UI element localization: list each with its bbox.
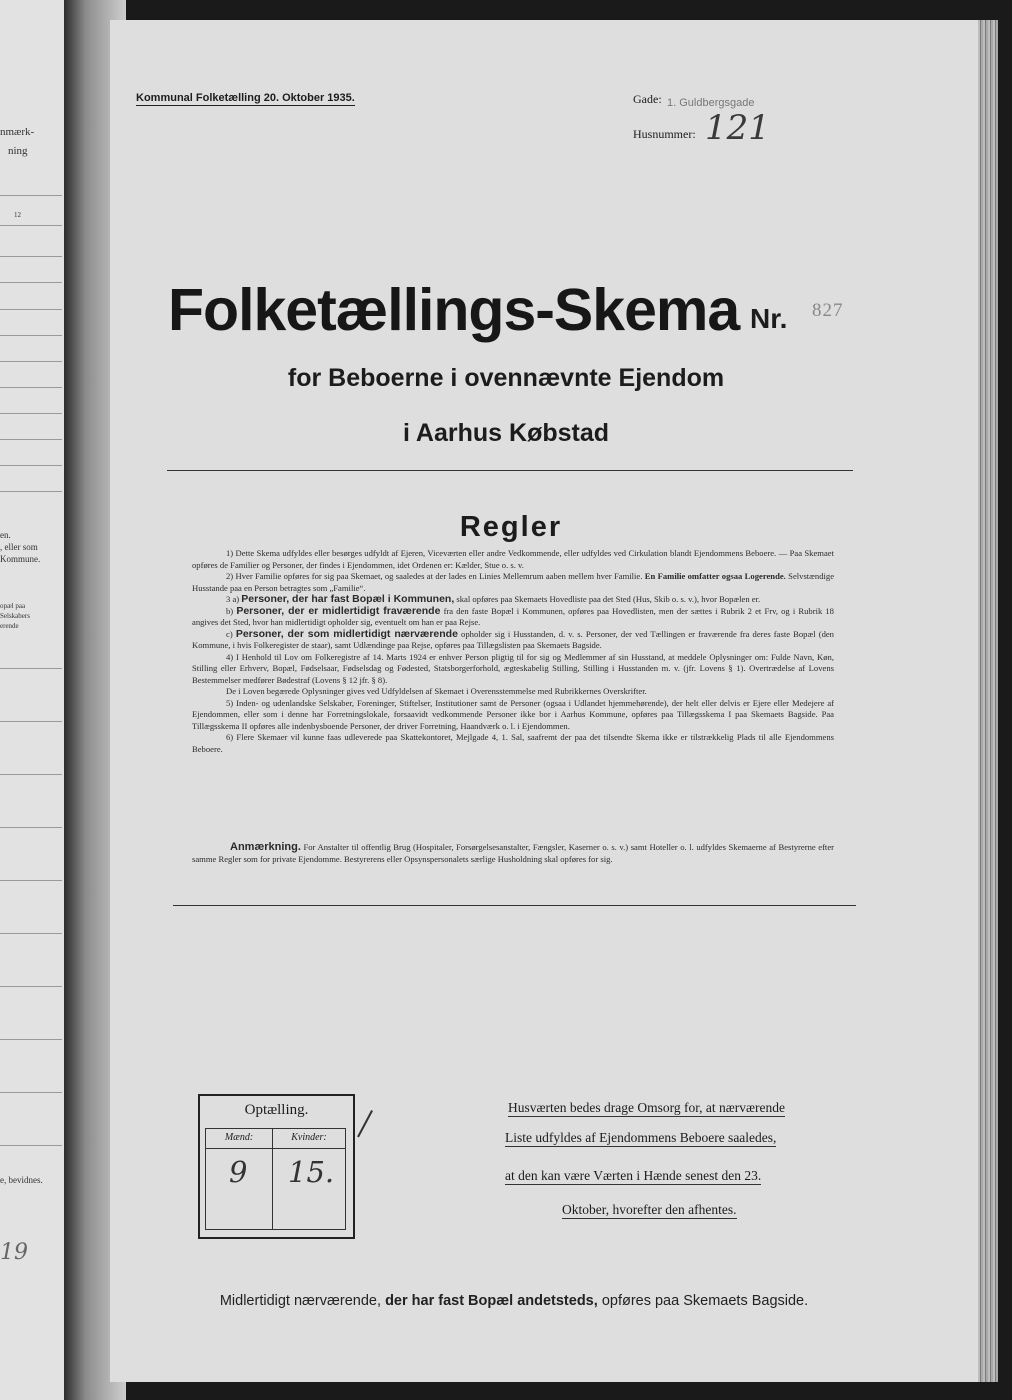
- page-edges: [978, 20, 998, 1382]
- count-box: [198, 1094, 355, 1239]
- count-table: [205, 1128, 346, 1230]
- rule-3a: 3 a) Personer, der har fast Bopæl i Kommunen, skal opføres paa Skemaets Hovedliste paa det Sted (Hus, Skib o. s. v.), hvor Bopælen er.: [226, 593, 761, 605]
- women-count: 15.: [288, 1155, 335, 1189]
- divider: [173, 905, 856, 906]
- left-page-fragment: nmærk-: [0, 126, 35, 138]
- rule-6: 6) Flere Skemaer vil kunne faas udleverede paa Skattekontoret, Mejlgade 4, 1. Sal, saafremt der paa det tilsendte Skema ikke er tilstrækkelig Plads til alle Ejendommens Beboere.: [192, 732, 834, 754]
- count-title: Optælling.: [244, 1102, 309, 1118]
- house-number-value: 121: [705, 108, 770, 148]
- form-location: i Aarhus Købstad: [402, 419, 610, 447]
- form-title: Folketællings-Skema: [168, 277, 740, 343]
- instruction-line: Oktober, hvorefter den afhentes.: [562, 1202, 737, 1217]
- left-page-fragment: erende: [0, 622, 19, 630]
- street-label: Gade:: [633, 92, 662, 106]
- left-page-fragment: e, bevidnes.: [0, 1175, 43, 1185]
- rule-1: 1) Dette Skema udfyldes eller besørges udfyldt af Ejeren, Viceværten eller andre Vedkommende, eller udfyldes ved Cirkulation blandt Ejendommens Beboere. — Paa Skemaet opføres de Familier og Personer, der findes i Ejendommen, idet Ordenen er: Kælder, Stue o. s. v.: [192, 548, 834, 570]
- left-facing-page: [0, 0, 67, 1400]
- census-title: Kommunal Folketælling 20. Oktober 1935.: [136, 92, 355, 104]
- form-subtitle: for Beboerne i ovennævnte Ejendom: [287, 364, 725, 392]
- rule-3c: c) Personer, der som midlertidigt nærværende opholder sig i Husstanden, d. v. s. Personer, der ved Tællingen er fraværende fra deres faste Bopæl (den Kommune, i hvis Folkeregister de staar), samt Udlændinge paa Rejse, opføres paa Tillægslisten paa Skemaets Bagside.: [192, 627, 834, 650]
- left-page-fragment: en.: [0, 530, 11, 540]
- divider: [167, 470, 853, 471]
- left-page-fragment: ning: [8, 145, 28, 157]
- women-label: Kvinder:: [291, 1132, 327, 1143]
- rules-text: [192, 548, 834, 755]
- left-page-fragment: , eller som: [0, 542, 38, 552]
- men-count: 9: [229, 1155, 248, 1189]
- instruction-line: at den kan være Værten i Hænde senest den 23.: [505, 1168, 762, 1183]
- street-value: 1. Guldbergsgade: [667, 97, 755, 109]
- men-label: Mænd:: [224, 1132, 254, 1143]
- rules-heading: Regler: [459, 511, 563, 543]
- left-page-fragment: 19: [0, 1240, 28, 1265]
- rule-5: 5) Inden- og udenlandske Selskaber, Foreninger, Stiftelser, Institutioner samt de Personer (ogsaa i Udlandet hjemmehørende), der helt eller delvis er Ejere eller Medejere af Ejendommen, eller som i denne har Forretningslokale, forsaavidt vedkommende Personer ikke bor i Aarhus Kommune, opføres paa Tillægsskema I paa Skemaets Bagside. Paa Tillægsskema II opføres alle indenbysboende Personer, der driver Forretning, Haandværk o. l. i Ejendommen.: [192, 697, 834, 731]
- instruction-line: Husværten bedes drage Omsorg for, at nærværende: [508, 1100, 786, 1115]
- form-number-value: 827: [812, 300, 844, 321]
- house-number-label: Husnummer:: [633, 127, 696, 141]
- left-page-fragment: Kommune.: [0, 554, 41, 564]
- remark-note: Anmærkning. For Anstalter til offentlig Brug (Hospitaler, Forsørgelsesanstalter, Fængsler, Kaserner o. s. v.) samt Hoteller o. l. udfyldes Skemaerne af Bestyrerne efter samme Regler som for private Ejendomme. Bestyrerens eller Opsynspersonalets særlige Husholdning skal opføres for sig.: [192, 841, 834, 864]
- rule-4: 4) I Henhold til Lov om Folkeregistre af 14. Marts 1924 er enhver Person pligtig til for sig og Medlemmer af sin Husstand, at meddele Oplysninger om: Fulde Navn, Køn, Stilling eller Erhverv, Bopæl, Fødselsaar, Fødselsdag og Fødested, Statsborgerforhold, ægteskabelig Stilling, Stilling i Husstanden m. v. (jfr. Lovens § 1). Overtrædelse af Lovens Bestemmelser medfører Bødestraf (Lovens § 12 jfr. § 8).: [192, 651, 834, 685]
- rule-3b: b) Personer, der er midlertidigt fraværende fra den faste Bopæl i Kommunen, opføres paa Hovedlisten, men der sættes i Rubrik 2 et Frv, og i Rubrik 18 angives det Sted, hvor han midlertidigt opholder sig, eventuelt om han er paa Rejse.: [192, 604, 834, 627]
- left-page-fragment: 12: [14, 211, 21, 219]
- left-page-fragment: Selskabers: [0, 612, 30, 620]
- rule-4b: De i Loven begærede Oplysninger gives ved Udfyldelsen af Skemaet i Overensstemmelse med Rubrikkernes Overskrifter.: [226, 686, 647, 696]
- left-page-fragment: opæl paa: [0, 602, 26, 610]
- instruction-line: Liste udfyldes af Ejendommens Beboere saaledes,: [505, 1130, 777, 1145]
- form-number-label: Nr.: [750, 303, 788, 334]
- rule-2: 2) Hver Familie opføres for sig paa Skemaet, og saaledes at der lades en Linies Mellemrum aaben mellem hver Familie. En Familie omfatter ogsaa Logerende. Selvstændige Husstande paa en Person betragtes som „Familie“.: [192, 571, 835, 593]
- footer-note: Midlertidigt nærværende, der har fast Bopæl andetsteds, opføres paa Skemaets Bagside.: [219, 1293, 809, 1309]
